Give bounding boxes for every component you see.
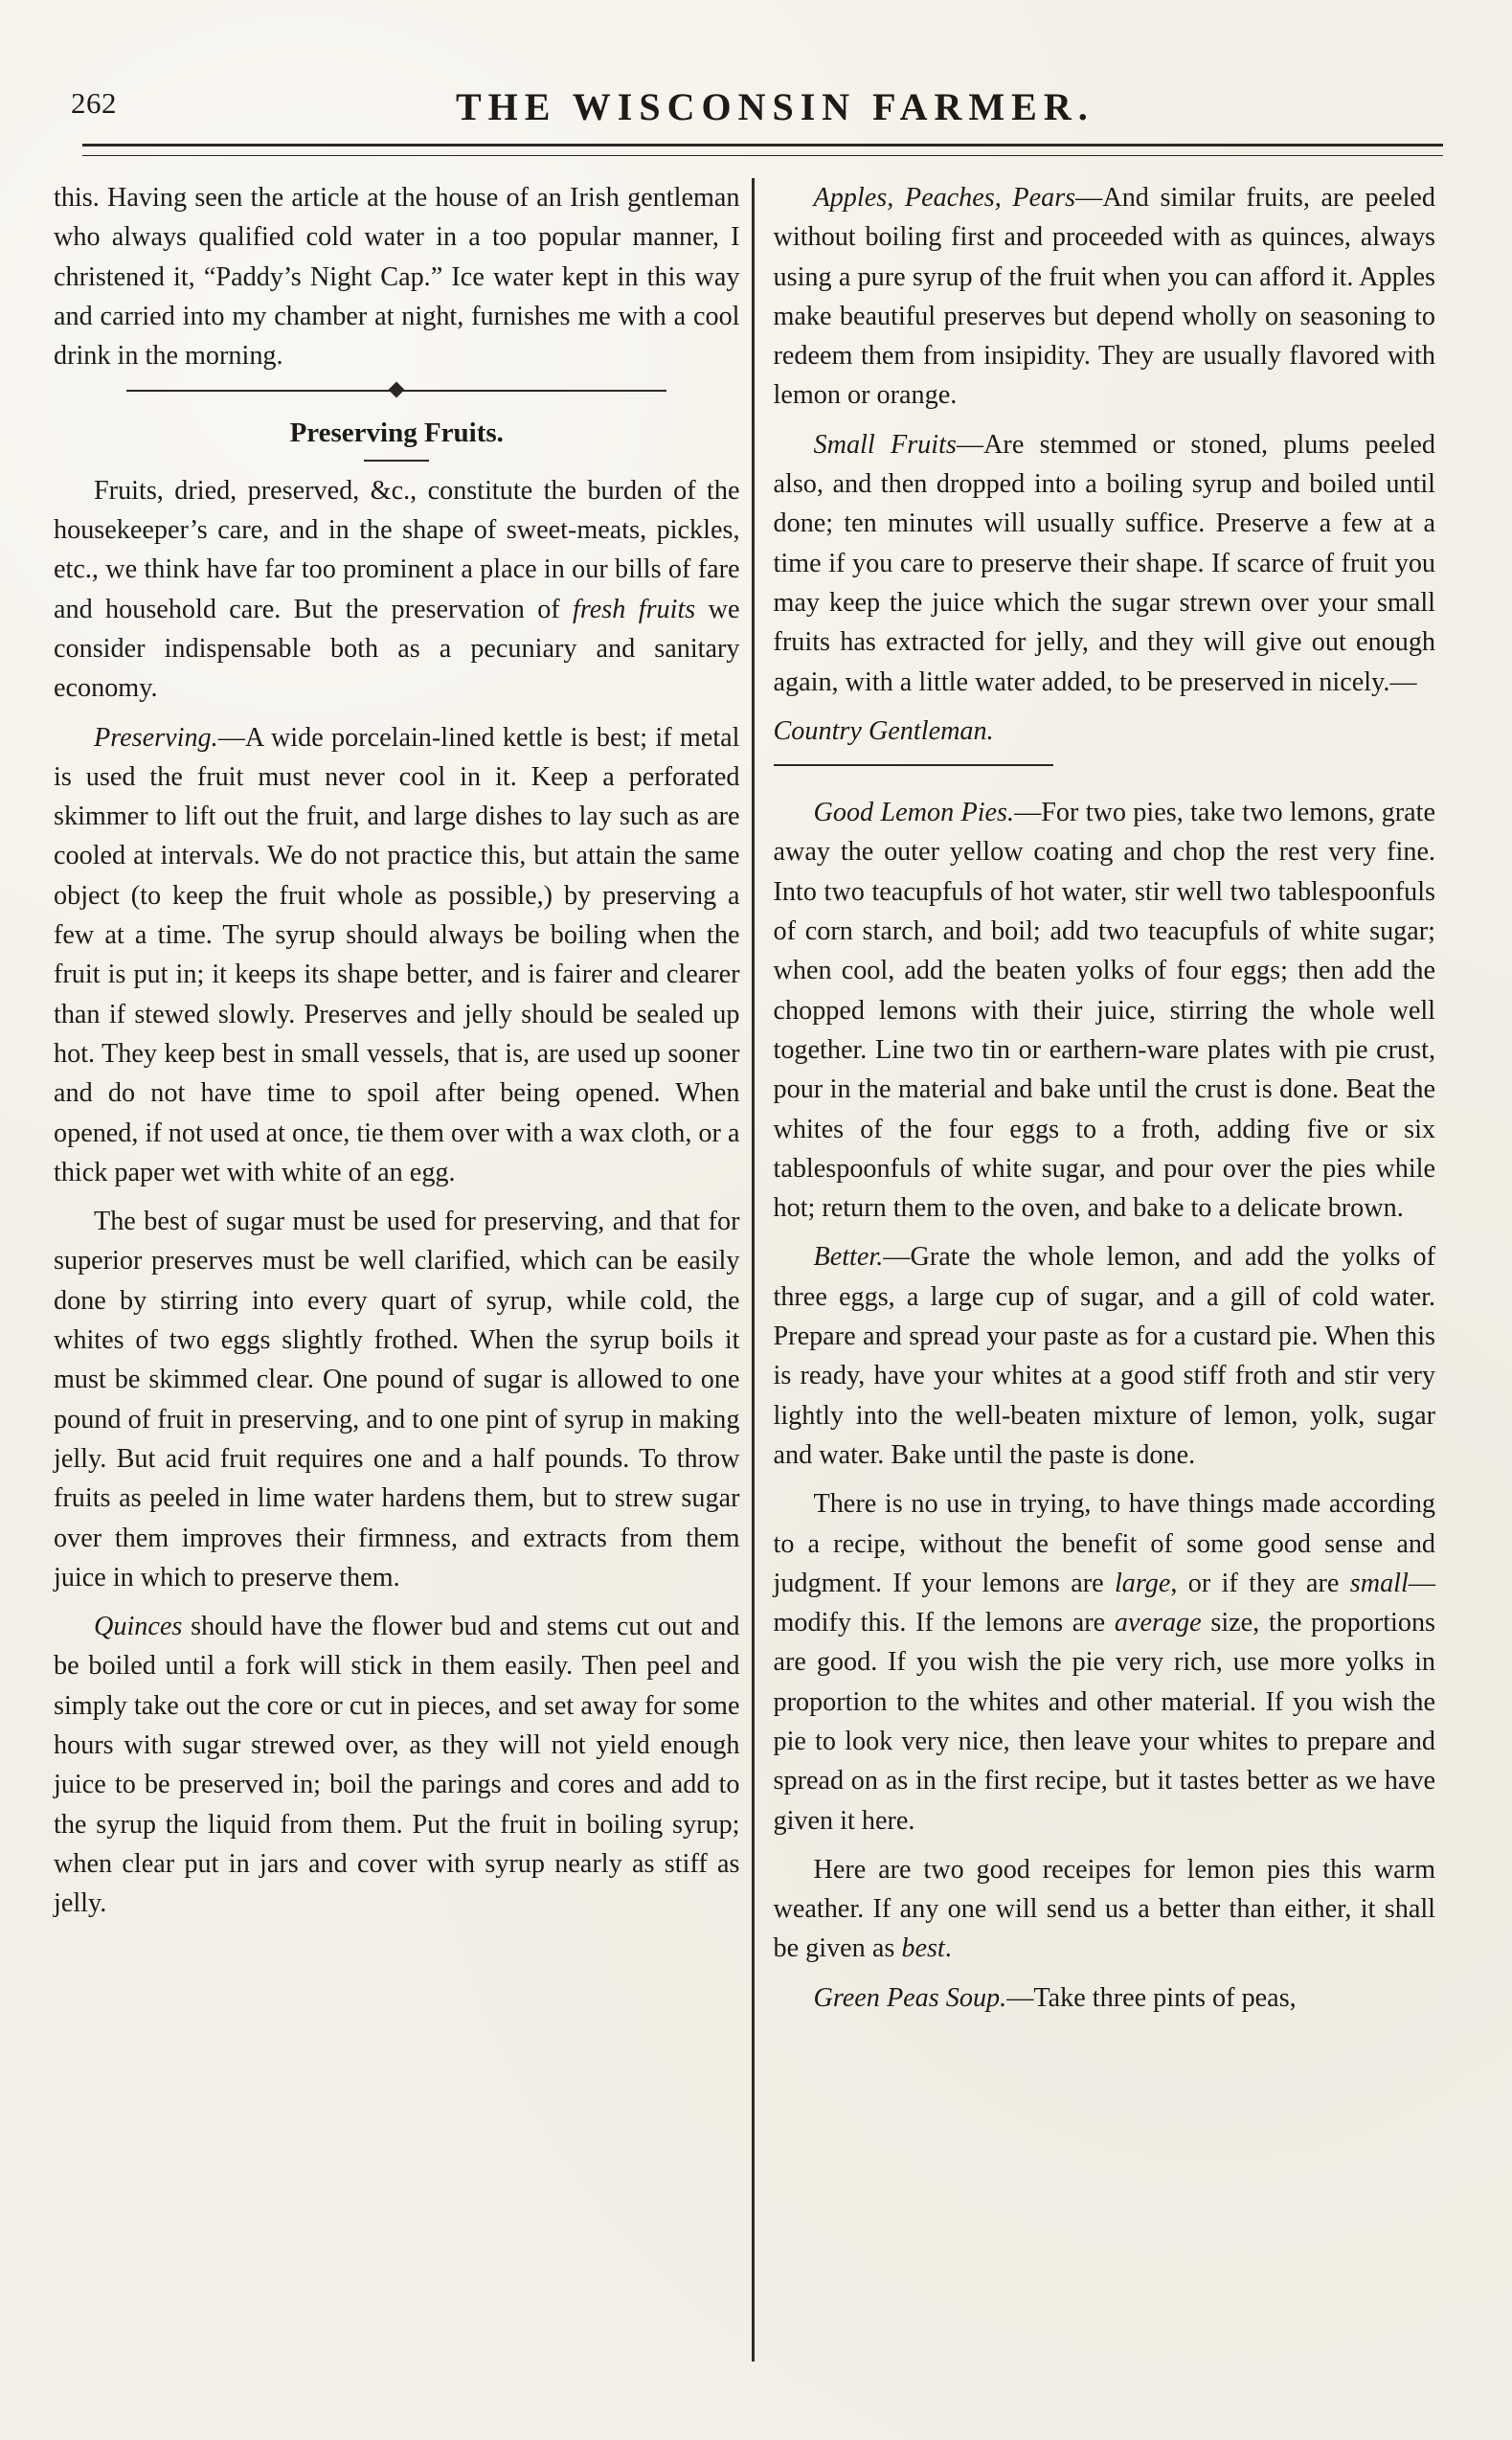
receipes-paragraph xyxy=(774,1850,1436,1969)
section-heading: Preserving Fruits. xyxy=(289,418,504,449)
paragraph-text: —Grate the whole lemon, and add the yolks of three eggs, a large cup of sugar, and a gill of cold water. Prepare and spread your paste as for a custard pie. When this is ready, have your whites at a good stiff froth and stir very lightly into the well-beaten mixture of lemon, yolk, sugar and water. Bake until the paste is done. xyxy=(773,1242,1436,1470)
byline-rule xyxy=(774,764,1053,766)
subheading-apples: Apples, Peaches, Pears xyxy=(813,183,1076,213)
subheading-quinces: Quinces xyxy=(94,1612,183,1642)
paragraph-text: . xyxy=(944,1933,952,1964)
paragraph-text: —modify this. If the lemons are xyxy=(773,1568,1436,1638)
subheading-lemon-pies: Good Lemon Pies. xyxy=(813,798,1015,828)
paragraph-text: —And similar fruits, are peeled without boiling first and proceeded with as quinces, always using a pure syrup of the fruit when you can afford it. Apples make beautiful preserves but depend wholly on seasoning to redeem them from insipidity. They are usually flavored with lemon or orange. xyxy=(773,183,1436,411)
quinces-paragraph xyxy=(54,1607,740,1923)
preserving-fruits-paragraph-1 xyxy=(54,471,740,709)
small-fruits-paragraph xyxy=(774,425,1436,702)
italic-best: best xyxy=(901,1933,945,1964)
ornament-diamond-icon xyxy=(389,382,405,398)
section-ornament xyxy=(126,385,666,396)
apples-paragraph xyxy=(774,178,1436,416)
italic-phrase: fresh fruits xyxy=(573,594,696,624)
preserving-paragraph xyxy=(54,718,740,1193)
subheading-better: Better. xyxy=(813,1242,884,1273)
article-columns xyxy=(54,178,1443,2361)
paragraph-text: —For two pies, take two lemons, grate away the outer yellow coating and chop the rest very fine. Into two teacupfuls of hot water, stir well two tablespoonfuls of corn starch, and boil; add two teacupfuls of white sugar; when cool, add the beaten yolks of four eggs; then add the chopped lemons with their juice, stirring the whole well together. Line two tin or earthern-ware plates with pie crust, pour in the material and bake until the crust is done. Beat the whites of the four eggs to a froth, adding five or six tablespoonfuls of white sugar, and pour over the pies while hot; return them to the oven, and bake to a delicate brown. xyxy=(773,798,1436,1224)
left-column xyxy=(54,178,754,2361)
green-peas-paragraph xyxy=(774,1978,1436,2018)
heading-rule xyxy=(364,460,429,462)
judgment-paragraph xyxy=(774,1484,1436,1841)
page-number: 262 xyxy=(71,86,117,120)
intro-paragraph: this. Having seen the article at the house of an Irish gentleman who always qualified cold water in a too popular manner, I christened it, “Paddy’s Night Cap.” Ice water kept in this way and carried into my chamber at night, furnishes me with a cool drink in the morning. xyxy=(54,183,740,372)
paragraph-text: we consider indispensable both as a pecuniary and sanitary economy. xyxy=(54,594,740,704)
paragraph-text: Here are two good receipes for lemon pies this warm weather. If any one will send us a better than either, it shall be given as xyxy=(773,1854,1436,1964)
paragraph-text: size, the proportions are good. If you wish the pie very rich, use more yolks in proportion to the whites and other material. If you wish the pie to look very nice, then leave your whites to prepare and spread on as in the first recipe, but it tastes better as we have given it here. xyxy=(773,1608,1436,1836)
byline: Country Gentleman. xyxy=(773,715,994,746)
paragraph-text: —Are stemmed or stoned, plums peeled also, and then dropped into a boiling syrup and boiled until done; ten minutes will usually suffice. Preserve a few at a time if you care to preserve their shape. If scarce of fruit you may keep the juice which the sugar strewn over your small fruits has extracted for jelly, and they will give out enough again, with a little water added, to be preserved in nicely.— xyxy=(773,429,1436,697)
italic-average: average xyxy=(1114,1608,1202,1638)
paragraph-text: —A wide porcelain-lined kettle is best; if metal is used the fruit must never cool in it. Keep a perforated skimmer to lift out the fruit, and large dishes to lay such as are cooled at intervals. We do not practice this, but attain the same object (to keep the fruit whole as possible,) by preserving a few at a time. The syrup should always be boiling when the fruit is put in; it keeps its shape better, and is fairer and clearer than if stewed slowly. Preserves and jelly should be sealed up hot. They keep best in small vessels, that is, are used up sooner and do not have time to spoil after being opened. When opened, if not used at once, tie them over with a wax cloth, or a thick paper wet with white of an egg. xyxy=(54,722,740,1187)
better-paragraph xyxy=(774,1237,1436,1475)
paragraph-text: should have the flower bud and stems cut out and be boiled until a fork will stick in them easily. Then peel and simply take out the core or cut in pieces, and set away for some hours with sugar strewed over, as they will not yield enough juice to be preserved in; boil the parings and cores and add to the syrup the liquid from them. Put the fruit in boiling syrup; when clear put in jars and cover with syrup nearly as stiff as jelly. xyxy=(54,1612,740,1919)
lemon-pies-paragraph xyxy=(774,793,1436,1228)
page-header xyxy=(54,75,1443,142)
paragraph-text: Fruits, dried, preserved, &c., constitute the burden of the housekeeper’s care, and in the shape of sweet-meats, pickles, etc., we think have far too prominent a place in our bills of fare and household care. But the preservation of xyxy=(54,475,740,624)
journal-title: THE WISCONSIN FARMER. xyxy=(456,85,1095,128)
paragraph-text: There is no use in trying, to have things made according to a recipe, without the benefit of some good sense and judgment. If your lemons are xyxy=(773,1489,1436,1598)
header-rule xyxy=(82,144,1443,156)
subheading-preserving: Preserving. xyxy=(94,722,218,753)
sugar-paragraph: The best of sugar must be used for preserving, and that for superior preserves must be well clarified, which can be easily done by stirring into every quart of syrup, while cold, the whites of two eggs slightly frothed. When the syrup boils it must be skimmed clear. One pound of sugar is allowed to one pound of fruit in preserving, and to one pint of syrup in making jelly. But acid fruit requires one and a half pounds. To throw fruits as peeled in lime water hardens them, but to strew sugar over them improves their firmness, and extracts from them juice in which to preserve them. xyxy=(54,1207,740,1593)
paragraph-text: , or if they are xyxy=(1170,1568,1350,1598)
subheading-green-peas: Green Peas Soup. xyxy=(813,1982,1007,2013)
subheading-small-fruits: Small Fruits xyxy=(813,429,957,460)
italic-small: small xyxy=(1349,1568,1409,1598)
paragraph-text: —Take three pints of peas, xyxy=(1006,1982,1297,2013)
italic-large: large xyxy=(1114,1568,1171,1598)
right-column xyxy=(755,178,1444,2361)
